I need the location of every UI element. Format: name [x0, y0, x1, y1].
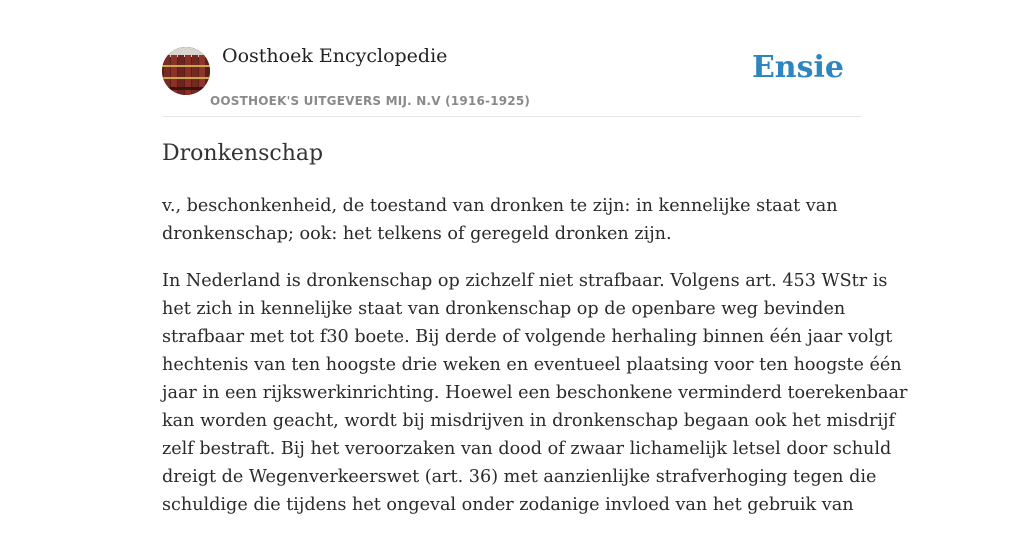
article-body — [162, 192, 908, 538]
source-subtitle: OOSTHOEK'S UITGEVERS MIJ. N.V (1916-1925) — [210, 94, 531, 108]
book-spines-icon[interactable] — [162, 47, 210, 95]
article-paragraph — [162, 192, 862, 248]
brand-logo[interactable]: Ensie — [751, 50, 844, 85]
paragraph-line: het zich in kennelijke staat van dronkenschap op de openbare weg bevinden — [162, 299, 846, 319]
paragraph-line: v., beschonkenheid, de toestand van dronken te zijn: in kennelijke staat van — [162, 196, 838, 216]
source-title[interactable]: Oosthoek Encyclopedie — [222, 45, 448, 67]
page — [162, 0, 908, 515]
paragraph-line: In Nederland is dronkenschap op zichzelf niet strafbaar. Volgens art. 453 WStr is — [162, 271, 888, 291]
paragraph-line: hechtenis van ten hoogste drie weken en eventueel plaatsing voor ten hoogste één — [162, 355, 902, 375]
paragraph-line: strafbaar met tot f30 boete. Bij derde of volgende herhaling binnen één jaar volgt — [162, 327, 893, 347]
paragraph-line: schuldige die tijdens het ongeval onder zodanige invloed van het gebruik van — [162, 495, 854, 515]
article-title: Dronkenschap — [162, 141, 324, 166]
paragraph-line: kan worden geacht, wordt bij misdrijven in dronkenschap begaan ook het misdrijf — [162, 411, 896, 431]
paragraph-line: dreigt de Wegenverkeerswet (art. 36) met aanzienlijke strafverhoging tegen die — [162, 467, 877, 487]
paragraph-line: zelf bestraft. Bij het veroorzaken van dood of zwaar lichamelijk letsel door schuld — [162, 439, 892, 459]
paragraph-line: jaar in een rijkswerkinrichting. Hoewel een beschonkene verminderd toerekenbaar — [162, 383, 908, 403]
paragraph-line: dronkenschap; ook: het telkens of geregeld dronken zijn. — [162, 224, 672, 244]
source-header — [162, 0, 862, 117]
article-paragraph — [162, 267, 908, 519]
